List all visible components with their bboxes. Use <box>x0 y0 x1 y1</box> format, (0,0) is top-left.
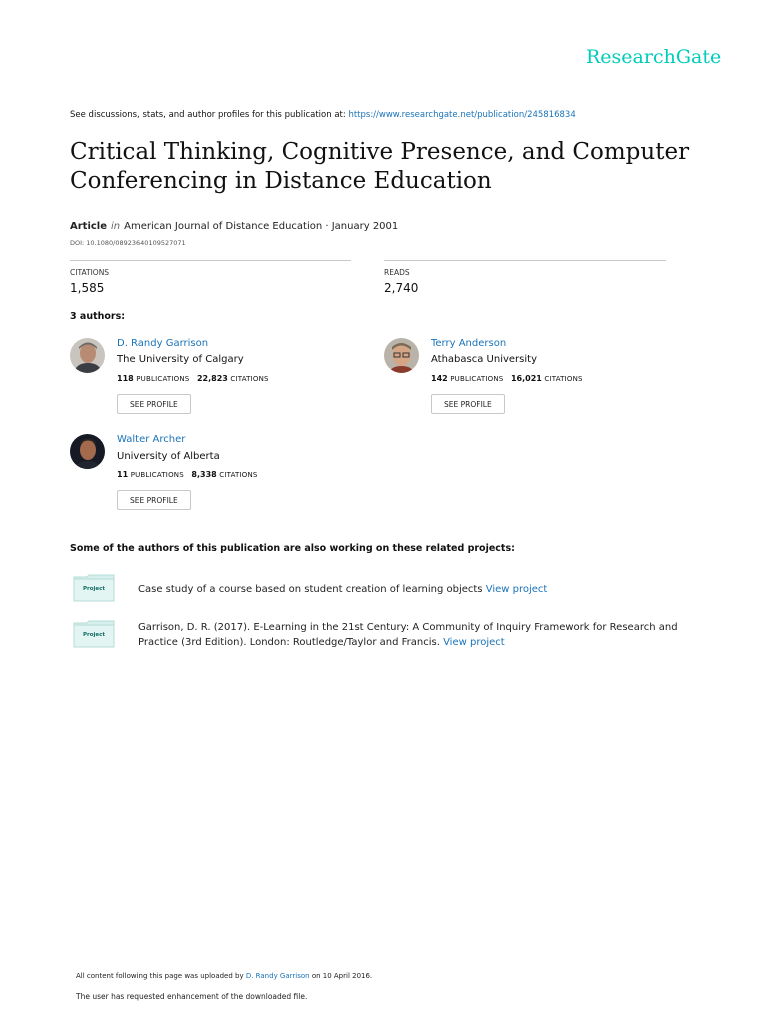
authors-heading: 3 authors: <box>70 311 126 322</box>
author-name-link[interactable]: Terry Anderson <box>431 338 507 349</box>
author-stats <box>431 374 583 383</box>
publications-label: PUBLICATIONS <box>450 375 504 383</box>
journal-date: American Journal of Distance Education · January 2001 <box>124 221 399 232</box>
citation-count: 16,021 <box>510 374 542 383</box>
project-description: Garrison, D. R. (2017). E-Learning in the 21st Century: A Community of Inquiry Framework for Research and Practice (3rd Edition). London: Routledge/Taylor and Francis. <box>138 622 678 648</box>
article-type: Article <box>70 221 108 232</box>
project-description: Case study of a course based on student creation of learning objects <box>138 584 486 595</box>
project-folder-icon <box>73 620 115 648</box>
see-profile-button[interactable]: SEE PROFILE <box>117 394 191 414</box>
see-profile-button[interactable]: SEE PROFILE <box>431 394 505 414</box>
author-name-link[interactable]: D. Randy Garrison <box>117 338 209 349</box>
reads-label: READS <box>384 268 410 277</box>
publication-count: 142 <box>431 374 448 383</box>
publications-label: PUBLICATIONS <box>130 471 184 479</box>
author-affiliation: Athabasca University <box>431 354 537 365</box>
project-item <box>138 620 708 650</box>
project-icon-label: Project <box>83 632 106 638</box>
citations-label: CITATIONS <box>219 471 258 479</box>
citations-value: 1,585 <box>70 281 105 295</box>
author-name-link[interactable]: Walter Archer <box>117 434 186 445</box>
author-stats <box>117 374 269 383</box>
discussion-prefix: See discussions, stats, and author profiles for this publication at: <box>70 110 349 120</box>
publication-count: 118 <box>117 374 134 383</box>
researchgate-logo[interactable]: ResearchGate <box>586 46 722 68</box>
author-photo-icon[interactable] <box>384 338 419 373</box>
author-stats <box>117 470 258 479</box>
doi: DOI: 10.1080/08923640109527071 <box>70 239 186 247</box>
reads-divider <box>384 260 666 261</box>
citation-count: 22,823 <box>196 374 228 383</box>
upload-suffix: on 10 April 2016. <box>309 972 373 980</box>
reads-value: 2,740 <box>384 281 419 295</box>
publications-label: PUBLICATIONS <box>136 375 190 383</box>
upload-note <box>76 972 372 980</box>
project-icon-label: Project <box>83 586 106 592</box>
uploader-link[interactable]: D. Randy Garrison <box>245 972 310 980</box>
project-folder-icon <box>73 574 115 602</box>
citation-count: 8,338 <box>191 470 217 479</box>
see-profile-button[interactable]: SEE PROFILE <box>117 490 191 510</box>
publication-url-link[interactable]: https://www.researchgate.net/publication/245816834 <box>348 110 576 120</box>
author-photo-icon[interactable] <box>70 434 105 469</box>
view-project-link[interactable]: View project <box>485 584 548 595</box>
publication-count: 11 <box>117 470 129 479</box>
upload-prefix: All content following this page was uploaded by <box>76 972 246 980</box>
project-item <box>138 582 708 597</box>
author-photo-icon[interactable] <box>70 338 105 373</box>
publication-title: Critical Thinking, Cognitive Presence, and Computer Conferencing in Distance Education <box>70 139 690 194</box>
view-project-link[interactable]: View project <box>443 637 505 648</box>
discussion-line <box>70 110 576 120</box>
publication-meta <box>70 221 398 232</box>
citations-label: CITATIONS <box>544 375 583 383</box>
in-word: in <box>111 221 121 232</box>
citations-divider <box>70 260 351 261</box>
author-affiliation: University of Alberta <box>117 451 220 462</box>
citations-label: CITATIONS <box>230 375 269 383</box>
author-affiliation: The University of Calgary <box>117 354 244 365</box>
enhancement-note: The user has requested enhancement of the downloaded file. <box>76 992 308 1001</box>
citations-label: CITATIONS <box>70 268 110 277</box>
related-projects-heading: Some of the authors of this publication are also working on these related projects: <box>70 543 515 554</box>
